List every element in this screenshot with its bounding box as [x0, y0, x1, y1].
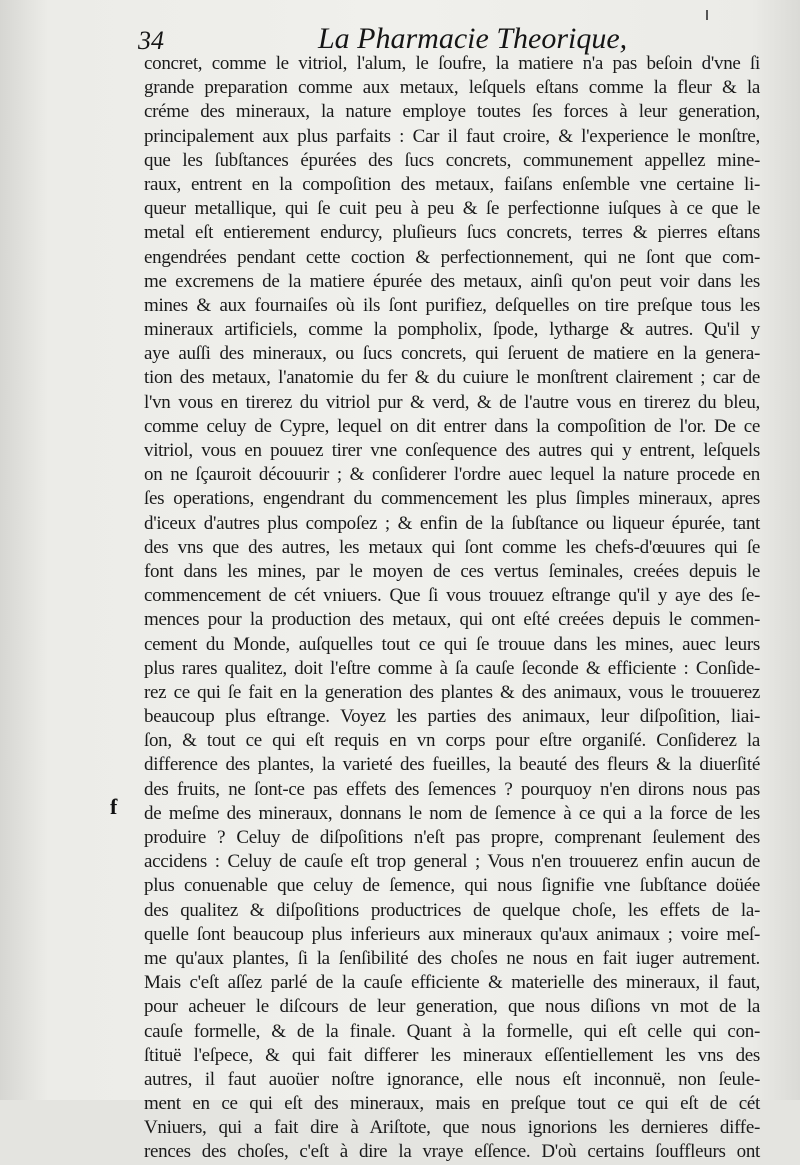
text-line: des vns que des autres, les metaux qui ſont comme les chefs-d'œuures qui ſe [144, 536, 760, 558]
text-line: comme celuy de Cypre, lequel on dit entrer dans la compoſition de l'or. De ce [144, 415, 760, 437]
text-line: Vniuers, qui a fait dire à Ariſtote, que nous ignorions les dernieres diffe- [144, 1117, 760, 1139]
running-title: La Pharmacie Theorique, [318, 22, 628, 55]
text-line: ment en ce qui eſt des mineraux, mais en preſque tout ce qui eſt de cét [144, 1093, 760, 1115]
text-line: de meſme des mineraux, donnans le nom de ſemence à ce qui a la force de les [144, 802, 760, 824]
text-line: grande preparation comme aux metaux, leſquels eſtans comme la fleur & la [144, 77, 760, 99]
text-line: cement du Monde, auſquelles tout ce qui ſe trouue dans les mines, auec leurs [144, 633, 760, 655]
text-line: plus conuenable que celuy de ſemence, qui nous ſignifie vne ſubſtance doüée [144, 875, 760, 897]
text-line: mineraux artificiels, comme la pompholix, ſpode, lytharge & autres. Qu'il y [144, 319, 760, 341]
text-line: plus rares qualitez, doit l'eſtre comme à ſa cauſe ſeconde & efficiente : Conſide- [144, 657, 760, 679]
text-line: autres, il faut auoüer noſtre ignorance, elle nous eſt inconnuë, non ſeule- [144, 1068, 760, 1090]
text-line: beaucoup plus eſtrange. Voyez les parties des animaux, leur diſpoſition, liai- [144, 706, 760, 728]
body-text [144, 52, 760, 1165]
text-line: créme des mineraux, la nature employe toutes ſes forces à leur generation, [144, 101, 760, 123]
text-line: l'vn vous en tirerez du vitriol pur & verd, & de l'autre vous en tirerez du bleu, [144, 391, 760, 413]
text-line: me qu'aux plantes, ſi la ſenſibilité des choſes ne nous en fait iuger autrement. [144, 947, 760, 969]
text-line: queur metallique, qui ſe cuit peu à peu & ſe perfectionne iuſques à ce que le [144, 198, 760, 220]
page-header [138, 16, 628, 56]
text-line: concret, comme le vitriol, l'alum, le ſoufre, la matiere n'a pas beſoin d'vne ſi [144, 53, 760, 74]
text-line: cauſe formelle, & de la finale. Quant à la formelle, qui eſt celle qui con- [144, 1020, 760, 1042]
text-line: raux, entrent en la compoſition des metaux, faiſans enſemble vne certaine li- [144, 173, 760, 195]
text-line: d'iceux d'autres plus compoſez ; & enfin de la ſubſtance ou liqueur épurée, tant [144, 512, 760, 534]
text-line: mines & aux fournaiſes où ils ſont purifiez, deſquelles on tire preſque tous les [144, 294, 760, 316]
text-line: difference des plantes, la varieté des fueilles, la beauté des fleurs & la diuerſité [144, 754, 760, 776]
text-line: principalement aux plus parfaits : Car il faut croire, & l'experience le monſtre, [144, 125, 760, 147]
text-line: que les ſubſtances épurées des ſucs concrets, communement appellez mine- [144, 149, 760, 171]
text-line: engendrées pendant cette coction & perfectionnement, qui ne ſont que com- [144, 246, 760, 268]
text-line: tion des metaux, l'anatomie du fer & du cuiure le monſtrent clairement ; car de [144, 367, 760, 389]
text-line: des qualitez & diſpoſitions productrices de quelque choſe, les effets de la- [144, 899, 760, 921]
text-line: on ne ſçauroit découurir ; & conſiderer l'ordre auec lequel la nature procede en [144, 464, 760, 486]
text-line: ſon, & tout ce qui eſt requis en vn corps pour eſtre organiſé. Conſiderez la [144, 730, 760, 752]
text-line: quelle ſont beaucoup plus inferieurs aux mineraux qu'aux animaux ; voire meſ- [144, 923, 760, 945]
text-line: me excremens de la matiere épurée des metaux, ainſi qu'on peut voir dans les [144, 270, 760, 292]
text-line: aye auſſi des mineraux, ou ſucs concrets, qui ſeruent de matiere en la genera- [144, 343, 760, 365]
text-line: commencement de cét vniuers. Que ſi vous trouuez eſtrange qu'il y aye des ſe- [144, 585, 760, 607]
text-line: vitriol, vous en pouuez tirer vne conſequence des autres qui y entrent, leſquels [144, 440, 760, 461]
text-line: font dans les mines, par le moyen de ces vertus ſeminales, creées depuis le [144, 560, 760, 582]
margin-mark: f [110, 794, 118, 819]
text-line: accidens : Celuy de cauſe eſt trop general ; Vous n'en trouuerez enfin aucun de [144, 851, 760, 873]
text-line: ſtituë l'eſpece, & qui fait differer les mineraux eſſentiellement les vns des [144, 1044, 760, 1066]
page-edge-mark [706, 10, 708, 20]
text-line: des fruits, ne ſont-ce pas effets des ſemences ? pourquoy n'en dirons nous pas [144, 778, 760, 800]
text-line: pour acheuer le diſcours de leur generation, que nous diſions vn mot de la [144, 996, 760, 1018]
page-number: 34 [138, 26, 164, 55]
text-line: Mais c'eſt aſſez parlé de la cauſe efficiente & materielle des mineraux, il faut, [144, 972, 760, 994]
text-line: ſes operations, engendrant du commencement les plus ſimples mineraux, apres [144, 488, 760, 510]
text-line: rez ce qui ſe fait en la generation des plantes & des animaux, vous le trouuerez [144, 681, 760, 703]
text-line: metal eſt entierement endurcy, pluſieurs ſucs concrets, terres & pierres eſtans [144, 222, 760, 244]
text-line: rences des choſes, c'eſt à dire la vraye eſſence. D'où certains ſouffleurs ont [144, 1141, 760, 1163]
text-line: mences pour la production des metaux, qui ont eſté creées depuis le commen- [144, 609, 760, 631]
text-line: produire ? Celuy de diſpoſitions n'eſt pas propre, comprenant ſeulement des [144, 827, 760, 848]
